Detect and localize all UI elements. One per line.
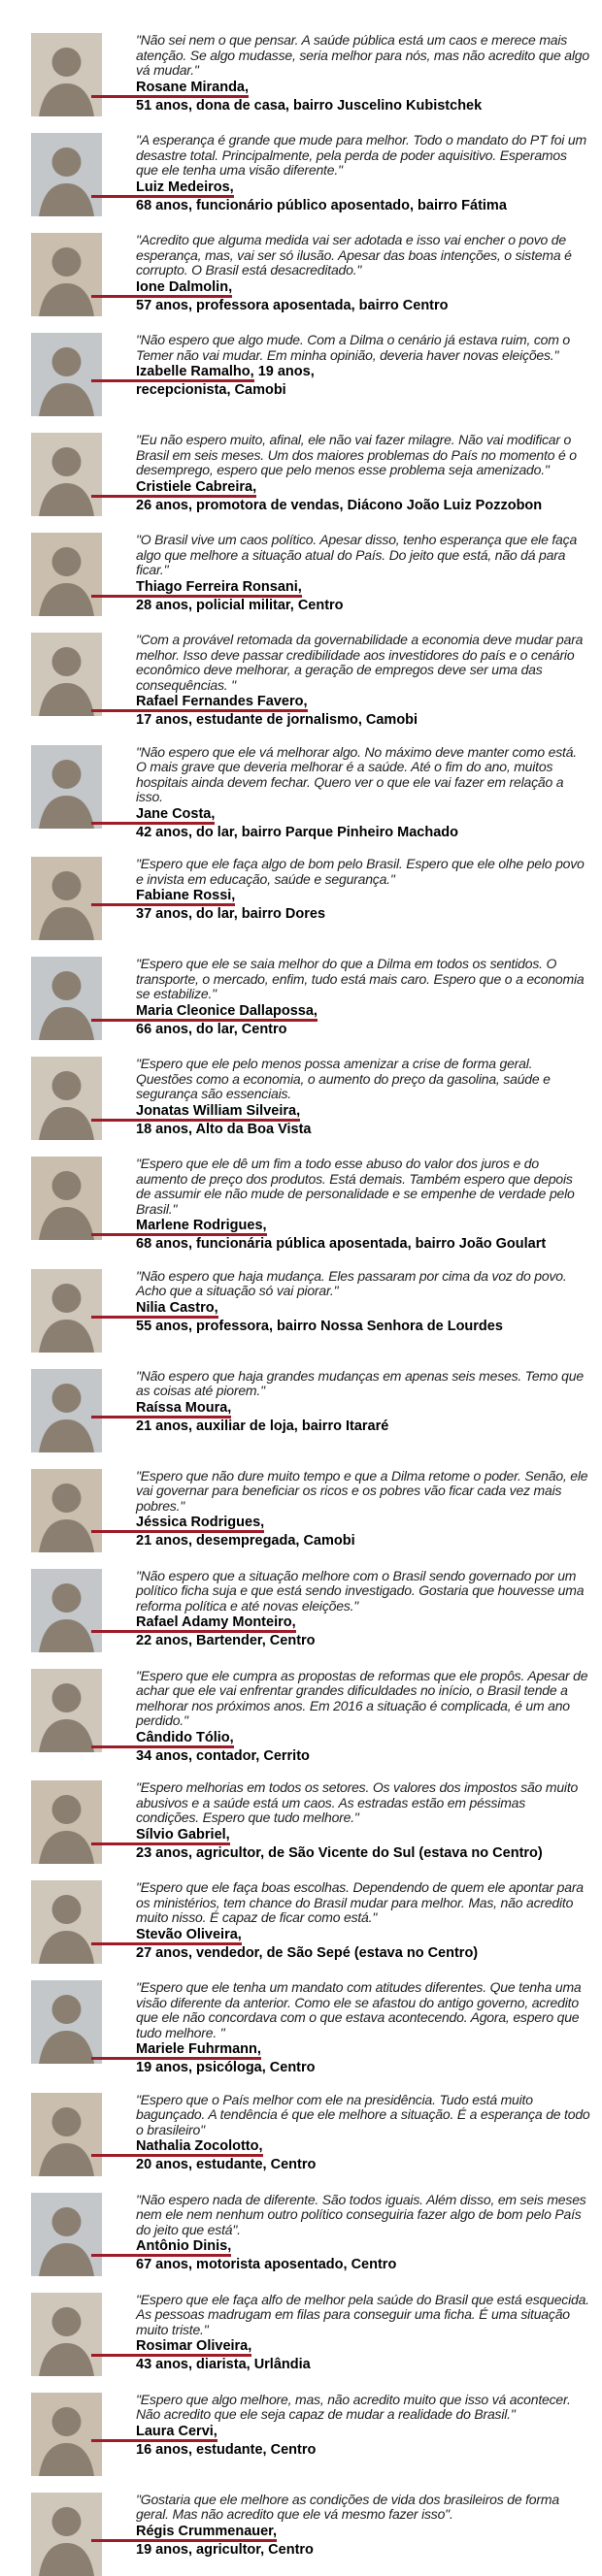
quote-text: "Espero que ele cumpra as propostas de reformas que ele propôs. Apesar de achar que ele vai enfrentar grandes dificuldades no início, o Brasil tende a melhorar nos próximos anos. Em 2016 a situação é complicada, é um ano perdido."	[136, 1667, 588, 1728]
name-line	[136, 1515, 590, 1533]
entry-text-block	[136, 2493, 590, 2559]
quote-text: "Acredito que alguma medida vai ser adotada e isso vai encher o povo de esperança, mas, vai ser só ilusão. Apesar das boas intenções, o sistema é corrupto. O Brasil está desacreditado."	[136, 232, 572, 277]
person-description: 55 anos, professora, bairro Nossa Senhora de Lourdes	[136, 1318, 503, 1334]
entry-text-block	[136, 2093, 590, 2173]
entry-text-block	[136, 2393, 590, 2459]
quote-text: "Não espero que algo mude. Com a Dilma o cenário já estava ruim, com o Temer não vai mudar. Em minha opinião, deveria haver novas eleições."	[136, 332, 570, 363]
quote-text: "A esperança é grande que mude para melhor. Todo o mandato do PT foi um desastre total. Principalmente, pela perda de poder aquisitivo. Esperamos que ele tenha uma visão diferente."	[136, 132, 586, 178]
entry-text-block	[136, 957, 590, 1037]
portrait-photo	[31, 233, 102, 316]
entry-text-block	[136, 1880, 590, 1961]
name-line	[136, 1927, 590, 1945]
quote-text: "Gostaria que ele melhore as condições de vida dos brasileiros de forma geral. Mas não acredito que ele vá mesmo fazer isso".	[136, 2491, 559, 2522]
person-entry	[31, 1057, 602, 1140]
quote-text: "O Brasil vive um caos político. Apesar disso, tenho esperança que ele faça algo que melhore a situação atual do País. Do jeito que está, não dá para ficar."	[136, 532, 578, 577]
person-entry	[31, 2093, 602, 2176]
person-portrait-icon	[31, 633, 102, 716]
person-description: 16 anos, estudante, Centro	[136, 2441, 317, 2458]
entry-text-block	[136, 1669, 590, 1765]
name-line	[136, 80, 590, 98]
person-portrait-icon	[31, 333, 102, 416]
person-portrait-icon	[31, 957, 102, 1040]
person-description: 66 anos, do lar, Centro	[136, 1021, 287, 1037]
person-entry	[31, 2393, 602, 2476]
name-line	[136, 364, 590, 382]
portrait-photo	[31, 33, 102, 116]
name-line	[136, 806, 590, 825]
entry-text-block	[136, 33, 590, 114]
entry-text-block	[136, 1980, 590, 2076]
portrait-photo	[31, 1269, 102, 1353]
name-line	[136, 1218, 590, 1236]
person-portrait-icon	[31, 1980, 102, 2064]
person-name: Jonatas William Silveira,	[136, 1103, 300, 1122]
portrait-photo	[31, 133, 102, 216]
person-description: 26 anos, promotora de vendas, Diácono João Luiz Pozzobon	[136, 497, 543, 513]
person-portrait-icon	[31, 2293, 102, 2376]
person-entry	[31, 533, 602, 616]
quote-text: "Não espero que haja grandes mudanças em apenas seis meses. Temo que as coisas até piorem."	[136, 1367, 584, 1398]
entry-text-block	[136, 1157, 590, 1253]
person-entry	[31, 2293, 602, 2376]
entry-text-block	[136, 433, 590, 513]
person-portrait-icon	[31, 433, 102, 516]
quote-text: "Não espero que a situação melhore com o Brasil sendo governado por um político ficha suja e que está sendo investigado. Gostaria que houvesse uma reforma política e até novas eleições."	[136, 1567, 585, 1614]
quote-text: "Espero que algo melhore, mas, não acredito muito que isso vá acontecer. Não acredito que ele seja capaz de mudar a realidade do Brasil."	[136, 2391, 571, 2422]
person-portrait-icon	[31, 745, 102, 829]
person-portrait-icon	[31, 2093, 102, 2176]
name-line	[136, 1730, 590, 1748]
portrait-photo	[31, 1057, 102, 1140]
entry-text-block	[136, 2293, 590, 2373]
person-name: Régis Crummenauer,	[136, 2524, 277, 2542]
person-name: Antônio Dinis,	[136, 2238, 231, 2257]
person-portrait-icon	[31, 1157, 102, 1240]
person-portrait-icon	[31, 233, 102, 316]
entry-text-block	[136, 1057, 590, 1137]
quote-text: "Não espero que ele vá melhorar algo. No máximo deve manter como está. O mais grave que deveria melhorar é a saúde. Até o fim do ano, muitos hospitais ainda devem fechar. Quero ver o que ele vai fazer em relação a isso.	[136, 743, 577, 804]
person-entry	[31, 2493, 602, 2576]
entry-text-block	[136, 857, 590, 923]
person-name: Nathalia Zocolotto,	[136, 2138, 263, 2157]
person-entry	[31, 33, 602, 116]
name-line	[136, 2338, 590, 2357]
person-description: 67 anos, motorista aposentado, Centro	[136, 2257, 397, 2272]
portrait-photo	[31, 533, 102, 616]
portrait-photo	[31, 433, 102, 516]
person-portrait-icon	[31, 2393, 102, 2476]
quote-text: "Espero que ele faça alfo de melhor pela saúde do Brasil que está esquecida. As pessoas madrugam em filas para conseguir uma ficha. É uma situação muito triste."	[136, 2291, 589, 2337]
entry-text-block	[136, 333, 590, 399]
person-description: 57 anos, professora aposentada, bairro Centro	[136, 297, 449, 313]
person-description: 43 anos, diarista, Urlândia	[136, 2357, 311, 2372]
portrait-photo	[31, 1980, 102, 2064]
person-portrait-icon	[31, 2193, 102, 2276]
person-entry	[31, 433, 602, 516]
name-line	[136, 1827, 590, 1845]
quote-text: "Espero que não dure muito tempo e que a Dilma retome o poder. Senão, ele vai governar para beneficiar os ricos e os pobres vão ficar cada vez mais pobres."	[136, 1467, 588, 1514]
quote-text: "Espero que o País melhor com ele na presidência. Tudo está muito bagunçado. A tendência é que ele melhore a situação. É a esperança de todo o brasileiro"	[136, 2091, 590, 2137]
person-portrait-icon	[31, 1469, 102, 1552]
quote-text: "Espero que ele faça boas escolhas. Dependendo de quem ele apontar para os ministérios, tem chance do Brasil mudar para melhor. Mas, não acredito muito nisso. É capaz de ficar como está."	[136, 1879, 584, 1925]
name-line	[136, 888, 590, 906]
person-name: Luiz Medeiros,	[136, 179, 234, 198]
portrait-photo	[31, 2093, 102, 2176]
quote-text: "Espero que ele dê um fim a todo esse abuso do valor dos juros e do aumento de preço dos produtos. Está demais. Também espero que depois de assumir ele não mude de personalidade e se empenhe de verdade pelo Brasil."	[136, 1156, 575, 1217]
person-description: 17 anos, estudante de jornalismo, Camobi	[136, 712, 418, 728]
person-entry	[31, 1980, 602, 2076]
person-description: 68 anos, funcionário público aposentado, bairro Fátima	[136, 197, 507, 213]
person-name: Marlene Rodrigues,	[136, 1218, 267, 1236]
name-line	[136, 1003, 590, 1022]
entry-text-block	[136, 533, 590, 613]
person-description: 22 anos, Bartender, Centro	[136, 1633, 316, 1648]
portrait-photo	[31, 1157, 102, 1240]
name-line	[136, 2524, 590, 2542]
quote-text: "Espero que ele pelo menos possa amenizar a crise de forma geral. Questões como a economia, o aumento do preço da gasolina, saúde e segurança são essenciais.	[136, 1056, 551, 1101]
person-name: Maria Cleonice Dallapossa,	[136, 1003, 318, 1022]
entry-text-block	[136, 1269, 590, 1335]
person-entry	[31, 1369, 602, 1452]
quote-text: "Com a provável retomada da governabilidade a economia deve mudar para melhor. Isso deve passar credibilidade aos investidores do país e o cenário econômico deve melhorar, a geração de empregos deve ser uma das consequências. "	[136, 632, 584, 693]
person-name: Laura Cervi,	[136, 2424, 217, 2442]
person-name: Jéssica Rodrigues,	[136, 1515, 264, 1533]
portrait-photo	[31, 1469, 102, 1552]
entry-text-block	[136, 133, 590, 213]
person-description: 18 anos, Alto da Boa Vista	[136, 1121, 312, 1137]
person-description: 34 anos, contador, Cerrito	[136, 1747, 310, 1764]
portrait-photo	[31, 857, 102, 940]
person-portrait-icon	[31, 1780, 102, 1864]
quote-text: "Espero que ele se saia melhor do que a Dilma em todos os sentidos. O transporte, o mercado, enfim, tudo está mais caro. Espero que o a economia se estabilize."	[136, 956, 585, 1001]
quote-text: "Espero que ele tenha um mandato com atitudes diferentes. Que tenha uma visão diferente da anterior. Como ele se afastou do antigo governo, acredito que ele não concordava com o que estava acontecendo. Agora, espero que tudo melhore. "	[136, 1979, 582, 2040]
person-portrait-icon	[31, 1369, 102, 1452]
entry-text-block	[136, 1469, 590, 1549]
person-description: 21 anos, auxiliar de loja, bairro Itararé	[136, 1418, 389, 1434]
name-line	[136, 1300, 590, 1319]
person-entry	[31, 1469, 602, 1552]
entry-text-block	[136, 2193, 590, 2273]
quote-text: "Não sei nem o que pensar. A saúde pública está um caos e merece mais atenção. Se algo mudasse, seria melhor para nós, mas não acredito que algo vá mudar."	[136, 32, 589, 78]
quote-text: "Não espero nada de diferente. São todos iguais. Além disso, em seis meses nem ele nem nenhum outro político conseguiria fazer algo de bom pelo País do jeito que está".	[136, 2191, 586, 2237]
person-description: 20 anos, estudante, Centro	[136, 2157, 317, 2172]
name-line	[136, 279, 590, 298]
person-name: Ione Dalmolin,	[136, 279, 232, 298]
person-entry	[31, 1669, 602, 1765]
person-name: Rosane Miranda,	[136, 80, 249, 98]
person-entry	[31, 1780, 602, 1864]
portrait-photo	[31, 2293, 102, 2376]
portrait-photo	[31, 1569, 102, 1652]
person-portrait-icon	[31, 857, 102, 940]
person-entry	[31, 1880, 602, 1964]
name-line	[136, 1614, 590, 1633]
person-description: 37 anos, do lar, bairro Dores	[136, 906, 326, 922]
portrait-photo	[31, 333, 102, 416]
person-description: 19 anos, psicóloga, Centro	[136, 2060, 316, 2075]
person-name: Rosimar Oliveira,	[136, 2338, 251, 2357]
portrait-photo	[31, 745, 102, 829]
name-line	[136, 1103, 590, 1122]
name-line	[136, 2041, 590, 2060]
portrait-photo	[31, 1669, 102, 1752]
portrait-photo	[31, 957, 102, 1040]
person-description: 23 anos, agricultor, de São Vicente do Sul (estava no Centro)	[136, 1844, 543, 1861]
person-name: Rafael Adamy Monteiro,	[136, 1614, 296, 1633]
portrait-photo	[31, 2393, 102, 2476]
person-portrait-icon	[31, 33, 102, 116]
name-line	[136, 1400, 590, 1418]
name-line	[136, 694, 590, 712]
name-line	[136, 479, 590, 498]
person-description: 27 anos, vendedor, de São Sepé (estava no Centro)	[136, 1944, 479, 1961]
entry-text-block	[136, 1780, 590, 1861]
entry-text-block	[136, 233, 590, 313]
person-description: 51 anos, dona de casa, bairro Juscelino Kubistchek	[136, 97, 483, 114]
person-description: 68 anos, funcionária pública aposentada, bairro João Goulart	[136, 1236, 547, 1252]
person-entry	[31, 957, 602, 1040]
person-entry	[31, 333, 602, 416]
portrait-photo	[31, 2193, 102, 2276]
portrait-photo	[31, 633, 102, 716]
person-name: Cristiele Cabreira,	[136, 479, 256, 498]
person-description: 42 anos, do lar, bairro Parque Pinheiro Machado	[136, 824, 458, 840]
person-portrait-icon	[31, 1269, 102, 1353]
person-entry	[31, 233, 602, 316]
person-description: 28 anos, policial militar, Centro	[136, 597, 344, 613]
quote-text: "Não espero que haja mudança. Eles passaram por cima da voz do povo. Acho que a situação só vai piorar."	[136, 1267, 567, 1298]
quote-text: "Espero que ele faça algo de bom pelo Brasil. Espero que ele olhe pelo povo e invista em educação, saúde e segurança."	[136, 856, 585, 887]
name-line	[136, 179, 590, 198]
portrait-photo	[31, 1780, 102, 1864]
person-name: Nilia Castro,	[136, 1300, 218, 1319]
name-line	[136, 2424, 590, 2442]
person-portrait-icon	[31, 1569, 102, 1652]
portrait-photo	[31, 2493, 102, 2576]
person-entry	[31, 857, 602, 940]
person-name: Fabiane Rossi,	[136, 888, 235, 906]
person-description: recepcionista, Camobi	[136, 382, 286, 398]
person-portrait-icon	[31, 2493, 102, 2576]
name-line	[136, 2138, 590, 2157]
person-name: Izabelle Ramalho,	[136, 364, 254, 382]
person-name: Rafael Fernandes Favero,	[136, 694, 308, 712]
person-name: Mariele Fuhrmann,	[136, 2041, 261, 2060]
person-entry	[31, 1157, 602, 1253]
person-name: Stevão Oliveira,	[136, 1927, 242, 1945]
person-entry	[31, 2193, 602, 2276]
entry-text-block	[136, 1369, 590, 1435]
person-name: Thiago Ferreira Ronsani,	[136, 579, 302, 598]
entry-text-block	[136, 1569, 590, 1649]
person-entry	[31, 133, 602, 216]
person-portrait-icon	[31, 133, 102, 216]
person-name: Jane Costa,	[136, 806, 215, 825]
person-portrait-icon	[31, 533, 102, 616]
entry-text-block	[136, 745, 590, 841]
quote-text: "Eu não espero muito, afinal, ele não vai fazer milagre. Não vai modificar o Brasil em seis meses. Um dos maiores problemas do País no momento é o desemprego, espero que pelo menos esse problema seja amenizado."	[136, 432, 577, 477]
portrait-photo	[31, 1369, 102, 1452]
quote-text: "Espero melhorias em todos os setores. Os valores dos impostos são muito abusivos e a saúde está um caos. As estradas estão em péssimas condições. Espero que tudo melhore."	[136, 1779, 579, 1825]
person-name: Cândido Tólio,	[136, 1730, 234, 1748]
person-description: 21 anos, desempregada, Camobi	[136, 1533, 355, 1549]
person-name: Sílvio Gabriel,	[136, 1827, 230, 1845]
person-portrait-icon	[31, 1880, 102, 1964]
person-description: 19 anos, agricultor, Centro	[136, 2541, 314, 2558]
entry-text-block	[136, 633, 590, 729]
person-entry	[31, 1269, 602, 1353]
person-name: Raíssa Moura,	[136, 1400, 231, 1418]
person-entry	[31, 1569, 602, 1652]
person-portrait-icon	[31, 1669, 102, 1752]
person-portrait-icon	[31, 1057, 102, 1140]
portrait-photo	[31, 1880, 102, 1964]
name-line	[136, 2238, 590, 2257]
name-line	[136, 579, 590, 598]
person-entry	[31, 745, 602, 841]
person-entry	[31, 633, 602, 729]
person-name-suffix: 19 anos,	[253, 364, 315, 379]
